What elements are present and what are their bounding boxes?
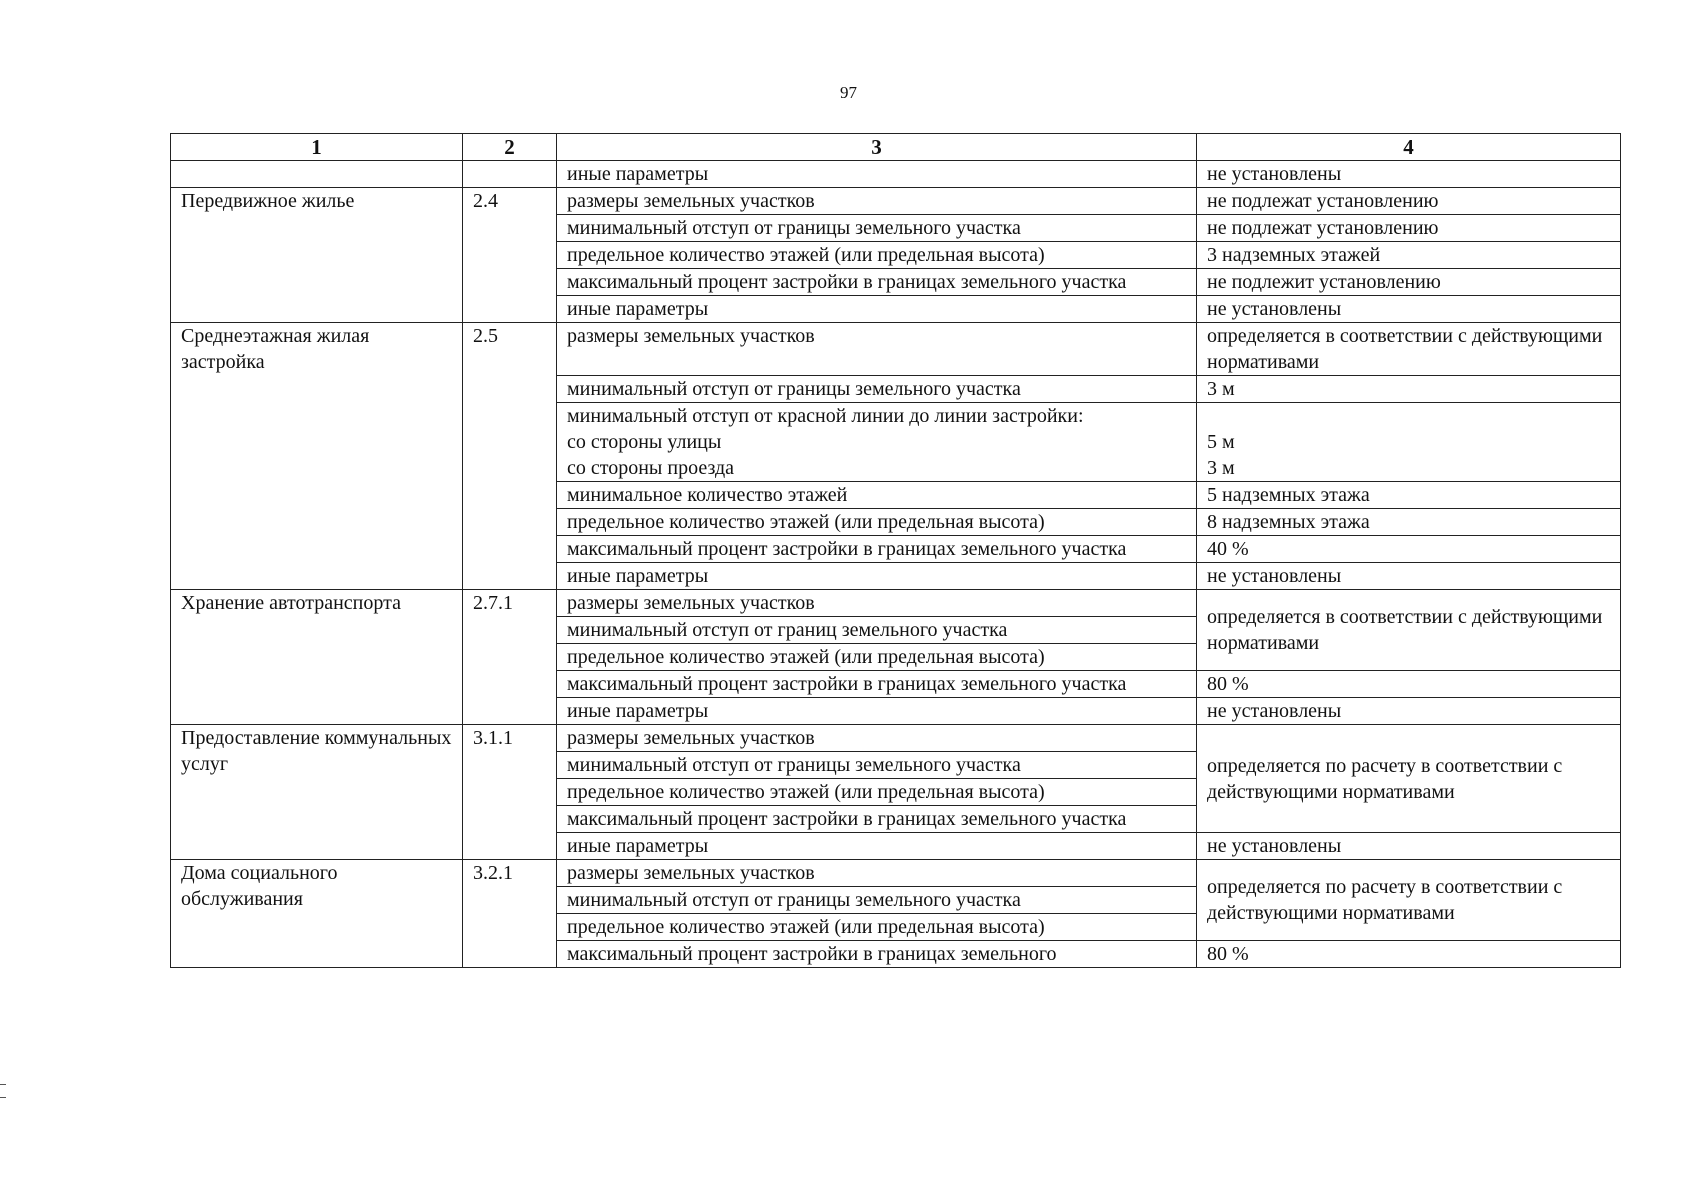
parameter-cell: иные параметры	[557, 563, 1197, 590]
parameter-cell: предельное количество этажей (или предельная высота)	[557, 779, 1197, 806]
parameter-cell: иные параметры	[557, 296, 1197, 323]
parameter-cell: максимальный процент застройки в границах земельного участка	[557, 536, 1197, 563]
use-name-cell	[171, 161, 463, 188]
parameter-cell: размеры земельных участков	[557, 590, 1197, 617]
parameter-cell: минимальный отступ от границы земельного участка	[557, 752, 1197, 779]
value-cell: не установлены	[1197, 698, 1621, 725]
parameter-cell	[557, 403, 1197, 482]
parameter-cell: максимальный процент застройки в границах земельного	[557, 941, 1197, 968]
use-code-cell	[463, 161, 557, 188]
column-header-4: 4	[1197, 134, 1621, 161]
page-number: 97	[840, 83, 857, 102]
table-row	[171, 161, 1621, 188]
value-cell: не подлежит установлению	[1197, 269, 1621, 296]
parameter-cell: максимальный процент застройки в границах земельного участка	[557, 269, 1197, 296]
parameter-cell: предельное количество этажей (или предельная высота)	[557, 509, 1197, 536]
use-name-cell: Хранение автотранспорта	[171, 590, 463, 725]
column-header-3: 3	[557, 134, 1197, 161]
parameter-cell: иные параметры	[557, 698, 1197, 725]
column-header-1: 1	[171, 134, 463, 161]
table-row	[171, 188, 1621, 215]
parameter-line: со стороны проезда	[567, 457, 735, 479]
parameter-cell: размеры земельных участков	[557, 323, 1197, 376]
parameter-cell: предельное количество этажей (или предельная высота)	[557, 644, 1197, 671]
parameters-table	[170, 133, 1621, 968]
use-name-cell: Предоставление коммунальных услуг	[171, 725, 463, 860]
value-cell: определяется по расчету в соответствии с действующими нормативами	[1197, 860, 1621, 941]
value-cell: 80 %	[1197, 671, 1621, 698]
value-cell: 5 надземных этажа	[1197, 482, 1621, 509]
parameter-cell: максимальный процент застройки в границах земельного участка	[557, 671, 1197, 698]
value-cell: 80 %	[1197, 941, 1621, 968]
value-line: 3 м	[1207, 457, 1235, 479]
parameter-cell: минимальный отступ от границы земельного участка	[557, 887, 1197, 914]
value-cell: не подлежат установлению	[1197, 215, 1621, 242]
value-cell: определяется в соответствии с действующими нормативами	[1197, 590, 1621, 671]
table-row	[171, 323, 1621, 376]
use-code-cell: 2.5	[463, 323, 557, 590]
parameter-line: со стороны улицы	[567, 431, 722, 453]
table-header-row	[171, 134, 1621, 161]
value-cell: не установлены	[1197, 563, 1621, 590]
parameter-cell: размеры земельных участков	[557, 188, 1197, 215]
value-cell: определяется по расчету в соответствии с действующими нормативами	[1197, 725, 1621, 833]
use-name-cell: Передвижное жилье	[171, 188, 463, 323]
parameter-cell: максимальный процент застройки в границах земельного участка	[557, 806, 1197, 833]
scan-mark	[0, 1084, 6, 1098]
value-cell: не подлежат установлению	[1197, 188, 1621, 215]
value-cell: определяется в соответствии с действующими нормативами	[1197, 323, 1621, 376]
use-code-cell: 2.4	[463, 188, 557, 323]
table-row	[171, 590, 1621, 617]
parameter-cell: размеры земельных участков	[557, 725, 1197, 752]
parameter-cell: размеры земельных участков	[557, 860, 1197, 887]
value-cell	[1197, 403, 1621, 482]
value-cell: не установлены	[1197, 296, 1621, 323]
table-row	[171, 725, 1621, 752]
value-cell: 8 надземных этажа	[1197, 509, 1621, 536]
parameter-cell: минимальный отступ от границы земельного участка	[557, 376, 1197, 403]
parameter-cell: предельное количество этажей (или предельная высота)	[557, 242, 1197, 269]
parameter-cell: минимальный отступ от границ земельного участка	[557, 617, 1197, 644]
value-cell: 3 м	[1197, 376, 1621, 403]
use-name-cell: Среднеэтажная жилая застройка	[171, 323, 463, 590]
use-name-cell: Дома социального обслуживания	[171, 860, 463, 968]
value-cell: не установлены	[1197, 833, 1621, 860]
column-header-2: 2	[463, 134, 557, 161]
parameter-cell: иные параметры	[557, 161, 1197, 188]
value-line: 5 м	[1207, 431, 1235, 453]
value-cell: не установлены	[1197, 161, 1621, 188]
value-cell: 3 надземных этажей	[1197, 242, 1621, 269]
parameter-cell: предельное количество этажей (или предельная высота)	[557, 914, 1197, 941]
parameter-cell: минимальный отступ от границы земельного участка	[557, 215, 1197, 242]
use-code-cell: 3.1.1	[463, 725, 557, 860]
use-code-cell: 3.2.1	[463, 860, 557, 968]
parameter-cell: минимальное количество этажей	[557, 482, 1197, 509]
table-row	[171, 860, 1621, 887]
use-code-cell: 2.7.1	[463, 590, 557, 725]
parameter-cell: иные параметры	[557, 833, 1197, 860]
value-cell: 40 %	[1197, 536, 1621, 563]
parameter-line: минимальный отступ от красной линии до линии застройки:	[567, 405, 1084, 427]
